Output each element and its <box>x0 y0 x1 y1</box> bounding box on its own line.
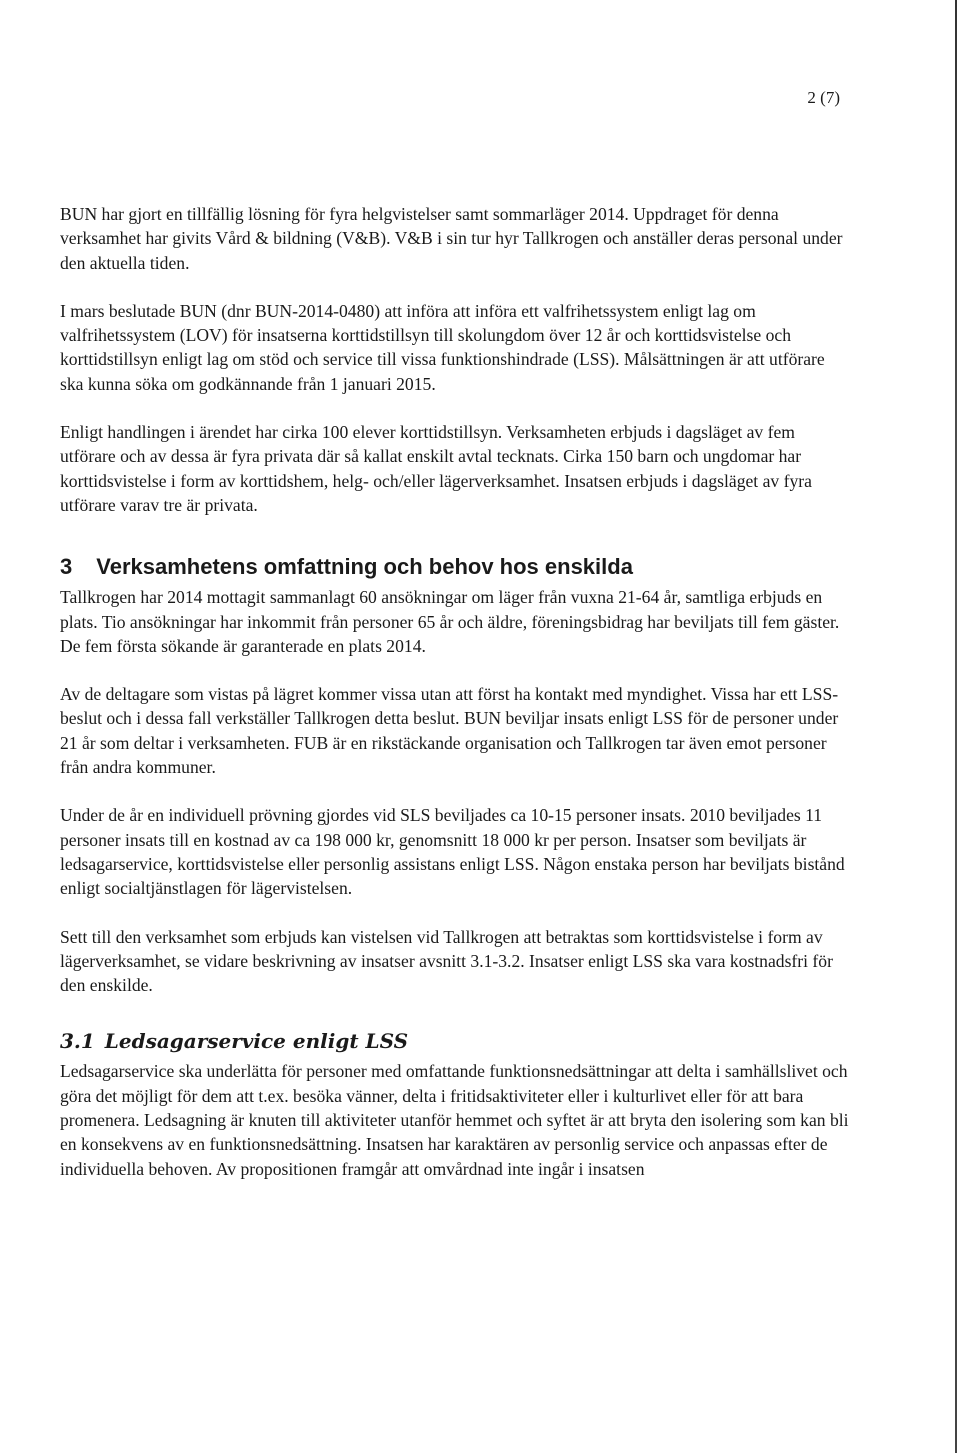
section-3-1-heading <box>60 1027 850 1055</box>
section-3-paragraph-4: Sett till den verksamhet som erbjuds kan vistelsen vid Tallkrogen att betraktas som korttidsvistelse i form av lägerverksamhet, se vidare beskrivning av insatser avsnitt 3.1-3.2. Insatser enligt LSS ska vara kostnadsfri för den enskilde. <box>60 926 833 996</box>
intro-paragraph-1: BUN har gjort en tillfällig lösning för fyra helgvistelser samt sommarläger 2014. Uppdraget för denna verksamhet har givits Vård & bildning (V&B). V&B i sin tur hyr Tallkrogen och anställer deras personal under den aktuella tiden. <box>60 204 843 273</box>
intro-paragraph-3: Enligt handlingen i ärendet har cirka 100 elever korttidstillsyn. Verksamheten erbjuds i dagsläget av fem utförare och av dessa är fyra privata där så kallat enskilt avtal tecknats. Cirka 150 barn och ungdomar har korttidsvistelse i form av korttidshem, helg- och/eller lägerverksamhet. Insatsen erbjuds i dagsläget av fyra utförare varav tre är privata. <box>60 422 812 515</box>
section-3-1-paragraph-1: Ledsagarservice ska underlätta för personer med omfattande funktionsnedsättningar att delta i samhällslivet och göra det möjligt för dem att t.ex. besöka vänner, delta i fritidsaktiviteter eller i kulturlivet eller för att bara promenera. Ledsagning är knuten till aktiviteter utanför hemmet och syftet är att bryta den isolering som kan bli en konsekvens av en funktionsnedsättning. Insatsen har karaktären av personlig service och anpassas efter de individuella behoven. Av propositionen framgår att omvårdnad inte ingår i insatsen <box>60 1061 849 1179</box>
intro-paragraph-2: I mars beslutade BUN (dnr BUN-2014-0480) att införa att införa ett valfrihetssystem enligt lag om valfrihetssystem (LOV) för insatserna korttidstillsyn till skolungdom över 12 år och korttidsvistelse och korttidstillsyn enligt lag om stöd och service till vissa funktionshindrade (LSS). Målsättningen är att utförare ska kunna söka om godkännande från 1 januari 2015. <box>60 300 825 394</box>
section-3-title: Verksamhetens omfattning och behov hos enskilda <box>96 554 633 580</box>
section-3-paragraph-1: Tallkrogen har 2014 mottagit sammanlagt 60 ansökningar om läger från vuxna 21-64 år, samtliga erbjuds en plats. Tio ansökningar har inkommit från personer 65 år och äldre, föreningsbidrag har beviljats till fem gäster. De fem första sökande är garanterade en plats 2014. <box>60 587 840 656</box>
section-3-1-number: 3.1 <box>60 1029 95 1054</box>
section-3-1-title: Ledsagarservice enligt LSS <box>104 1029 409 1054</box>
document-body <box>60 202 850 1205</box>
section-3-paragraph-2: Av de deltagare som vistas på lägret kommer vissa utan att först ha kontakt med myndighet. Vissa har ett LSS-beslut och i dessa fall verkställer Tallkrogen detta beslut. BUN beviljar insats enligt LSS för de personer under 21 år som deltar i verksamheten. FUB är en rikstäckande organisation och Tallkrogen tar även emot personer från andra kommuner. <box>60 684 839 778</box>
page-number: 2 (7) <box>807 88 840 107</box>
section-3-number: 3 <box>60 554 73 580</box>
scan-edge-line <box>955 0 957 1453</box>
section-3-paragraph-3: Under de år en individuell prövning gjordes vid SLS beviljades ca 10-15 personer insats. 2010 beviljades 11 personer insats till en kostnad av ca 198 000 kr, genomsnitt 18 000 kr per person. Insatser som beviljats är ledsagarservice, korttidsvistelse eller personlig assistans enligt LSS. Någon enstaka person har beviljats bistånd enligt socialtjänstlagen för lägervistelsen. <box>60 805 845 899</box>
section-3-heading <box>60 553 850 581</box>
